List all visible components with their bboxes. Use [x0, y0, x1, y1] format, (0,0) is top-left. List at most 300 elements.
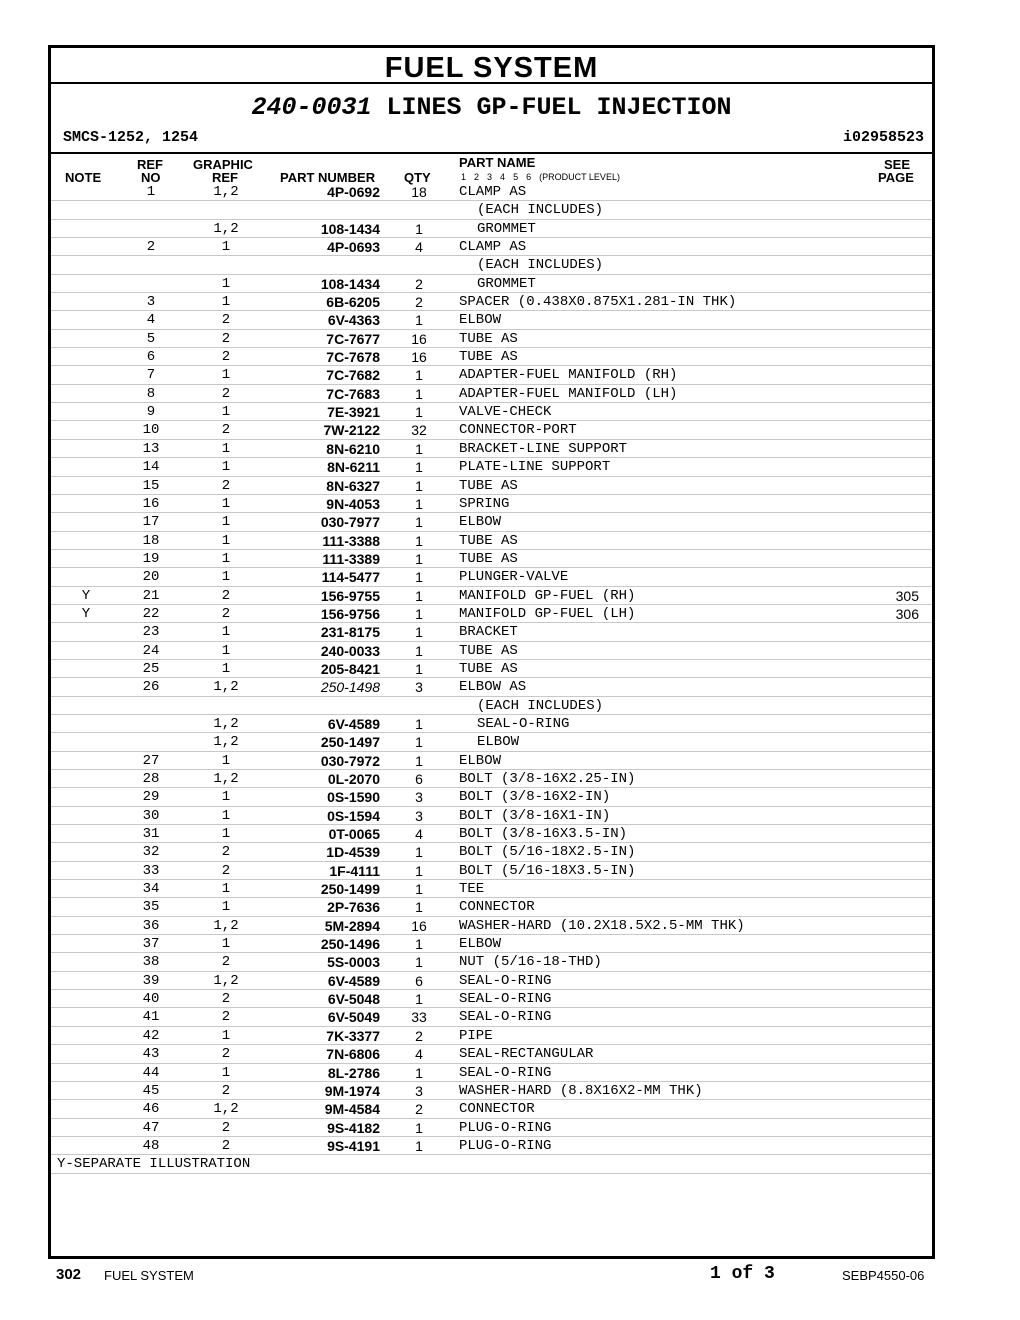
- ref-no-cell: 4: [146, 312, 156, 329]
- part-name-cell: GROMMET: [477, 220, 536, 237]
- graphic-ref-cell: 1: [221, 440, 231, 457]
- graphic-ref-cell: 1: [221, 807, 231, 824]
- part-number-cell[interactable]: 156-9756: [320, 605, 380, 622]
- part-name-cell: PIPE: [459, 1027, 493, 1044]
- table-row: [51, 495, 932, 513]
- graphic-ref-cell: 1,2: [213, 917, 239, 934]
- qty-cell: 32: [411, 422, 427, 439]
- part-number-cell[interactable]: 7K-3377: [326, 1027, 380, 1044]
- ref-no-cell: 17: [142, 514, 160, 531]
- part-number-cell[interactable]: 8L-2786: [327, 1064, 380, 1081]
- graphic-ref-cell: 1: [221, 275, 231, 292]
- part-number-cell[interactable]: 114-5477: [321, 569, 380, 586]
- ref-no-cell: 29: [142, 789, 160, 806]
- group-part-number[interactable]: 240-0031: [251, 93, 372, 122]
- qty-cell: 4: [415, 1046, 423, 1063]
- section-title: FUEL SYSTEM: [51, 48, 932, 84]
- table-row: [51, 862, 932, 880]
- qty-cell: 1: [415, 312, 423, 329]
- product-level: 3: [487, 172, 493, 182]
- part-number-cell[interactable]: 108-1434: [320, 220, 380, 237]
- qty-cell: 1: [415, 862, 423, 879]
- table-row: [51, 953, 932, 971]
- table-row: [51, 917, 932, 935]
- part-number-cell[interactable]: 250-1496: [320, 936, 380, 953]
- ref-no-cell: 44: [142, 1064, 160, 1081]
- part-number-cell[interactable]: 250-1497: [320, 734, 380, 751]
- part-name-cell: ADAPTER-FUEL MANIFOLD (RH): [459, 367, 678, 384]
- qty-cell: 6: [415, 972, 423, 989]
- table-row: [51, 348, 932, 366]
- table-row: [51, 385, 932, 403]
- header-ref-bottom: NO: [141, 170, 161, 185]
- graphic-ref-cell: 2: [221, 1137, 231, 1154]
- part-number-cell[interactable]: 7C-7678: [326, 349, 380, 366]
- part-name-cell: CONNECTOR: [459, 899, 535, 916]
- part-number-cell[interactable]: 6V-4589: [327, 715, 380, 732]
- graphic-ref-cell: 2: [221, 954, 231, 971]
- part-number-cell[interactable]: 0T-0065: [328, 826, 380, 843]
- qty-cell: 2: [415, 275, 423, 292]
- part-number-cell[interactable]: 231-8175: [320, 624, 380, 641]
- graphic-ref-cell: 2: [221, 1046, 231, 1063]
- part-name-cell: CLAMP AS: [459, 184, 527, 200]
- graphic-ref-cell: 1,2: [213, 734, 239, 751]
- header-graphic-bottom: REF: [212, 170, 238, 185]
- part-name-cell: ELBOW: [477, 734, 520, 751]
- graphic-ref-cell: 2: [221, 385, 231, 402]
- graphic-ref-cell: 1: [221, 294, 231, 311]
- qty-cell: 33: [411, 1009, 427, 1026]
- part-name-cell: ELBOW AS: [459, 679, 527, 696]
- note-cell: Y: [81, 605, 91, 622]
- graphic-ref-cell: 2: [221, 1119, 231, 1136]
- qty-cell: 4: [415, 826, 423, 843]
- ref-no-cell: 27: [142, 752, 160, 769]
- qty-cell: 1: [415, 220, 423, 237]
- ref-no-cell: 46: [142, 1101, 160, 1118]
- part-number-cell[interactable]: 8N-6327: [326, 477, 380, 494]
- table-row: [51, 1082, 932, 1100]
- part-number-cell[interactable]: 4P-0693: [327, 239, 380, 256]
- qty-cell: 1: [415, 1137, 423, 1154]
- qty-cell: 1: [415, 459, 423, 476]
- part-number-cell[interactable]: 5S-0003: [327, 954, 380, 971]
- table-row: [51, 678, 932, 696]
- qty-cell: 1: [415, 954, 423, 971]
- part-name-cell: PLUG-O-RING: [459, 1119, 552, 1136]
- part-name-cell: ELBOW: [459, 936, 502, 953]
- table-row: [51, 880, 932, 898]
- table-row: [51, 477, 932, 495]
- part-number-cell[interactable]: 9M-1974: [324, 1082, 380, 1099]
- table-row: [51, 1100, 932, 1118]
- graphic-ref-cell: 2: [221, 422, 231, 439]
- ref-no-cell: 6: [146, 349, 156, 366]
- graphic-ref-cell: 2: [221, 1082, 231, 1099]
- product-levels: [461, 172, 628, 182]
- qty-cell: 16: [411, 917, 427, 934]
- table-row: [51, 220, 932, 238]
- part-name-cell: SEAL-RECTANGULAR: [459, 1046, 594, 1063]
- table-row: [51, 990, 932, 1008]
- part-number-cell[interactable]: 250-1498: [320, 679, 380, 696]
- graphic-ref-cell: 1: [221, 239, 231, 256]
- part-number-cell[interactable]: 7C-7677: [326, 330, 380, 347]
- graphic-ref-cell: 1: [221, 936, 231, 953]
- qty-cell: 16: [411, 349, 427, 366]
- ref-no-cell: 1: [146, 184, 156, 200]
- table-row: [51, 1027, 932, 1045]
- part-name-cell: (EACH INCLUDES): [477, 697, 604, 714]
- qty-cell: 6: [415, 771, 423, 787]
- qty-cell: 3: [415, 807, 423, 824]
- ref-no-cell: 47: [142, 1119, 160, 1136]
- table-row: [51, 752, 932, 770]
- table-row: [51, 697, 932, 715]
- ref-no-cell: 20: [142, 569, 160, 586]
- ref-no-cell: 45: [142, 1082, 160, 1099]
- part-name-cell: (EACH INCLUDES): [477, 257, 604, 274]
- part-name-cell: BOLT (3/8-16X3.5-IN): [459, 826, 628, 843]
- qty-cell: 1: [415, 404, 423, 421]
- ref-no-cell: 36: [142, 917, 160, 934]
- qty-cell: 1: [415, 1064, 423, 1081]
- qty-cell: 1: [415, 495, 423, 512]
- part-number-cell[interactable]: 2P-7636: [327, 899, 380, 916]
- part-name-cell: PLUG-O-RING: [459, 1137, 552, 1154]
- qty-cell: 1: [415, 899, 423, 916]
- ref-no-cell: 28: [142, 771, 160, 787]
- qty-cell: 3: [415, 1082, 423, 1099]
- part-name-cell: CONNECTOR: [459, 1101, 535, 1118]
- part-name-cell: SPACER (0.438X0.875X1.281-IN THK): [459, 294, 737, 311]
- part-number-cell[interactable]: 1D-4539: [326, 844, 380, 861]
- ref-no-cell: 13: [142, 440, 160, 457]
- table-row: [51, 403, 932, 421]
- qty-cell: 4: [415, 239, 423, 256]
- part-name-cell: TUBE AS: [459, 660, 518, 677]
- part-name-cell: BOLT (5/16-18X2.5-IN): [459, 844, 636, 861]
- header-see-top: SEE: [884, 157, 911, 172]
- graphic-ref-cell: 1,2: [213, 184, 239, 200]
- header-note: NOTE: [65, 170, 102, 185]
- part-number-cell[interactable]: 205-8421: [320, 660, 380, 677]
- qty-cell: 1: [415, 440, 423, 457]
- part-number-cell[interactable]: 6V-5049: [327, 1009, 380, 1026]
- graphic-ref-cell: 1: [221, 514, 231, 531]
- part-number-cell[interactable]: 240-0033: [320, 642, 380, 659]
- graphic-ref-cell: 2: [221, 1009, 231, 1026]
- graphic-ref-cell: 2: [221, 477, 231, 494]
- footnote: Y-SEPARATE ILLUSTRATION: [57, 1156, 251, 1173]
- part-number-cell[interactable]: 7C-7682: [326, 367, 380, 384]
- qty-cell: 1: [415, 642, 423, 659]
- qty-cell: 2: [415, 1027, 423, 1044]
- part-name-cell: SEAL-O-RING: [459, 991, 552, 1008]
- part-name-cell: ELBOW: [459, 752, 502, 769]
- footer-section: FUEL SYSTEM: [104, 1268, 194, 1283]
- part-number-cell[interactable]: 156-9755: [320, 587, 380, 604]
- qty-cell: 2: [415, 294, 423, 311]
- table-row: [51, 1064, 932, 1082]
- part-name-cell: ELBOW: [459, 514, 502, 531]
- part-number-cell[interactable]: 250-1499: [320, 881, 380, 898]
- ref-no-cell: 16: [142, 495, 160, 512]
- ref-no-cell: 9: [146, 404, 156, 421]
- qty-cell: 1: [415, 752, 423, 769]
- ref-no-cell: 43: [142, 1046, 160, 1063]
- product-level: 1: [461, 172, 467, 182]
- part-name-cell: BOLT (3/8-16X2-IN): [459, 789, 611, 806]
- ref-no-cell: 30: [142, 807, 160, 824]
- table-row: [51, 568, 932, 586]
- table-row: [51, 660, 932, 678]
- part-number-cell[interactable]: 6B-6205: [326, 294, 380, 311]
- graphic-ref-cell: 1,2: [213, 972, 239, 989]
- table-row: [51, 550, 932, 568]
- graphic-ref-cell: 2: [221, 349, 231, 366]
- graphic-ref-cell: 1: [221, 624, 231, 641]
- qty-cell: 1: [415, 514, 423, 531]
- part-name-cell: BOLT (3/8-16X2.25-IN): [459, 771, 636, 787]
- graphic-ref-cell: 1: [221, 642, 231, 659]
- part-number-cell[interactable]: 8N-6211: [327, 459, 380, 476]
- qty-cell: 1: [415, 550, 423, 567]
- qty-cell: 18: [411, 184, 427, 200]
- part-number-cell[interactable]: 9S-4182: [327, 1119, 380, 1136]
- part-number-cell[interactable]: 5M-2894: [324, 917, 380, 934]
- parts-table: [51, 183, 932, 1174]
- qty-cell: 1: [415, 844, 423, 861]
- graphic-ref-cell: 1,2: [213, 679, 239, 696]
- product-level-label: (PRODUCT LEVEL): [539, 172, 620, 182]
- table-row: [51, 788, 932, 806]
- ref-no-cell: 2: [146, 239, 156, 256]
- part-number-cell[interactable]: 030-7977: [320, 514, 380, 531]
- table-row: [51, 1045, 932, 1063]
- part-name-cell: BOLT (3/8-16X1-IN): [459, 807, 611, 824]
- table-row: [51, 440, 932, 458]
- ref-no-cell: 38: [142, 954, 160, 971]
- product-level: 6: [526, 172, 532, 182]
- graphic-ref-cell: 1: [221, 660, 231, 677]
- part-name-cell: ELBOW: [459, 312, 502, 329]
- graphic-ref-cell: 1: [221, 899, 231, 916]
- graphic-ref-cell: 1: [221, 532, 231, 549]
- graphic-ref-cell: 2: [221, 844, 231, 861]
- graphic-ref-cell: 2: [221, 991, 231, 1008]
- part-number-cell[interactable]: 8N-6210: [326, 440, 380, 457]
- footer-page-number: 302: [56, 1266, 82, 1283]
- part-number-cell[interactable]: 7N-6806: [326, 1046, 380, 1063]
- ref-no-cell: 31: [142, 826, 160, 843]
- header-qty: QTY: [404, 170, 431, 185]
- part-name-cell: PLUNGER-VALVE: [459, 569, 569, 586]
- table-row: [51, 293, 932, 311]
- graphic-ref-cell: 1: [221, 404, 231, 421]
- part-number-cell[interactable]: 111-3389: [322, 550, 380, 567]
- part-number-cell[interactable]: 6V-4589: [327, 972, 380, 989]
- qty-cell: 1: [415, 936, 423, 953]
- part-name-cell: TUBE AS: [459, 349, 518, 366]
- group-title: [51, 92, 932, 124]
- note-cell: Y: [81, 587, 91, 604]
- qty-cell: 1: [415, 624, 423, 641]
- header-ref-top: REF: [137, 157, 163, 172]
- graphic-ref-cell: 2: [221, 862, 231, 879]
- table-row: [51, 421, 932, 439]
- table-row: [51, 807, 932, 825]
- part-number-cell[interactable]: 9S-4191: [327, 1137, 380, 1154]
- see-page-cell[interactable]: 306: [895, 605, 919, 622]
- qty-cell: 3: [415, 789, 423, 806]
- graphic-ref-cell: 2: [221, 587, 231, 604]
- ref-no-cell: 3: [146, 294, 156, 311]
- ref-no-cell: 41: [142, 1009, 160, 1026]
- table-row: [51, 843, 932, 861]
- table-row: [51, 587, 932, 605]
- qty-cell: 1: [415, 587, 423, 604]
- qty-cell: 1: [415, 734, 423, 751]
- table-row: [51, 733, 932, 751]
- part-number-cell[interactable]: 0S-1590: [327, 789, 380, 806]
- part-name-cell: (EACH INCLUDES): [477, 202, 604, 219]
- part-name-cell: BRACKET: [459, 624, 518, 641]
- table-row: [51, 330, 932, 348]
- table-row: [51, 532, 932, 550]
- graphic-ref-cell: 1: [221, 1064, 231, 1081]
- part-name-cell: CONNECTOR-PORT: [459, 422, 577, 439]
- ref-no-cell: 34: [142, 881, 160, 898]
- product-level: 4: [500, 172, 506, 182]
- qty-cell: 1: [415, 367, 423, 384]
- part-name-cell: TUBE AS: [459, 330, 518, 347]
- ref-no-cell: 48: [142, 1137, 160, 1154]
- qty-cell: 1: [415, 532, 423, 549]
- qty-cell: 1: [415, 385, 423, 402]
- table-row: [51, 1137, 932, 1155]
- graphic-ref-cell: 1: [221, 826, 231, 843]
- table-row: [51, 898, 932, 916]
- graphic-ref-cell: 1: [221, 550, 231, 567]
- part-name-cell: BRACKET-LINE SUPPORT: [459, 440, 628, 457]
- qty-cell: 1: [415, 605, 423, 622]
- qty-cell: 1: [415, 881, 423, 898]
- ref-no-cell: 21: [142, 587, 160, 604]
- table-row: [51, 238, 932, 256]
- part-number-cell[interactable]: 111-3388: [322, 532, 380, 549]
- graphic-ref-cell: 1: [221, 881, 231, 898]
- part-number-cell[interactable]: 9M-4584: [324, 1101, 380, 1118]
- part-number-cell[interactable]: 0L-2070: [327, 771, 380, 787]
- page-frame: [48, 45, 935, 1259]
- qty-cell: 3: [415, 679, 423, 696]
- part-name-cell: SEAL-O-RING: [459, 1009, 552, 1026]
- part-number-cell[interactable]: 7E-3921: [327, 404, 380, 421]
- part-name-cell: VALVE-CHECK: [459, 404, 552, 421]
- part-number-cell[interactable]: 6V-4363: [327, 312, 380, 329]
- qty-cell: 2: [415, 1101, 423, 1118]
- part-number-cell[interactable]: 7C-7683: [326, 385, 380, 402]
- ref-no-cell: 8: [146, 385, 156, 402]
- header-graphic-top: GRAPHIC: [193, 157, 253, 172]
- ref-no-cell: 18: [142, 532, 160, 549]
- graphic-ref-cell: 1: [221, 1027, 231, 1044]
- part-name-cell: SEAL-O-RING: [459, 1064, 552, 1081]
- part-number-cell[interactable]: 0S-1594: [327, 807, 380, 824]
- part-number-cell[interactable]: 108-1434: [320, 275, 380, 292]
- qty-cell: 1: [415, 477, 423, 494]
- part-number-cell[interactable]: 6V-5048: [327, 991, 380, 1008]
- ref-no-cell: 7: [146, 367, 156, 384]
- table-row: [51, 275, 932, 293]
- illustration-id: i02958523: [842, 129, 924, 146]
- graphic-ref-cell: 1: [221, 752, 231, 769]
- table-row: [51, 256, 932, 274]
- ref-no-cell: 35: [142, 899, 160, 916]
- ref-no-cell: 39: [142, 972, 160, 989]
- ref-no-cell: 32: [142, 844, 160, 861]
- part-name-cell: NUT (5/16-18-THD): [459, 954, 602, 971]
- qty-cell: 1: [415, 1119, 423, 1136]
- table-row: [51, 715, 932, 733]
- graphic-ref-cell: 2: [221, 312, 231, 329]
- see-page-cell[interactable]: 305: [895, 587, 919, 604]
- graphic-ref-cell: 1,2: [213, 715, 239, 732]
- graphic-ref-cell: 1: [221, 367, 231, 384]
- part-number-cell[interactable]: 1F-4111: [329, 862, 380, 879]
- table-row: [51, 366, 932, 384]
- part-name-cell: TUBE AS: [459, 477, 518, 494]
- qty-cell: 1: [415, 660, 423, 677]
- header-part-name: PART NAME: [459, 155, 536, 170]
- header-see-bottom: PAGE: [878, 170, 914, 185]
- table-row: [51, 972, 932, 990]
- ref-no-cell: 10: [142, 422, 160, 439]
- graphic-ref-cell: 1: [221, 459, 231, 476]
- table-row: [51, 1119, 932, 1137]
- ref-no-cell: 24: [142, 642, 160, 659]
- part-number-cell[interactable]: 7W-2122: [323, 422, 380, 439]
- part-number-cell[interactable]: 4P-0692: [327, 184, 380, 200]
- part-name-cell: TUBE AS: [459, 642, 518, 659]
- qty-cell: 1: [415, 991, 423, 1008]
- ref-no-cell: 33: [142, 862, 160, 879]
- table-row: [51, 458, 932, 476]
- ref-no-cell: 15: [142, 477, 160, 494]
- part-name-cell: CLAMP AS: [459, 239, 527, 256]
- graphic-ref-cell: 1: [221, 569, 231, 586]
- ref-no-cell: 19: [142, 550, 160, 567]
- part-name-cell: SEAL-O-RING: [459, 972, 552, 989]
- graphic-ref-cell: 1: [221, 789, 231, 806]
- table-row: [51, 935, 932, 953]
- ref-no-cell: 37: [142, 936, 160, 953]
- product-level: 2: [474, 172, 480, 182]
- table-row: [51, 770, 932, 788]
- part-name-cell: MANIFOLD GP-FUEL (RH): [459, 587, 636, 604]
- table-row: [51, 311, 932, 329]
- part-number-cell[interactable]: 030-7972: [320, 752, 380, 769]
- footer-page-of: 1 of 3: [710, 1264, 775, 1284]
- ref-no-cell: 14: [142, 459, 160, 476]
- ref-no-cell: 5: [146, 330, 156, 347]
- part-number-cell[interactable]: 9N-4053: [326, 495, 380, 512]
- graphic-ref-cell: 1,2: [213, 771, 239, 787]
- graphic-ref-cell: 1,2: [213, 220, 239, 237]
- part-name-cell: MANIFOLD GP-FUEL (LH): [459, 605, 636, 622]
